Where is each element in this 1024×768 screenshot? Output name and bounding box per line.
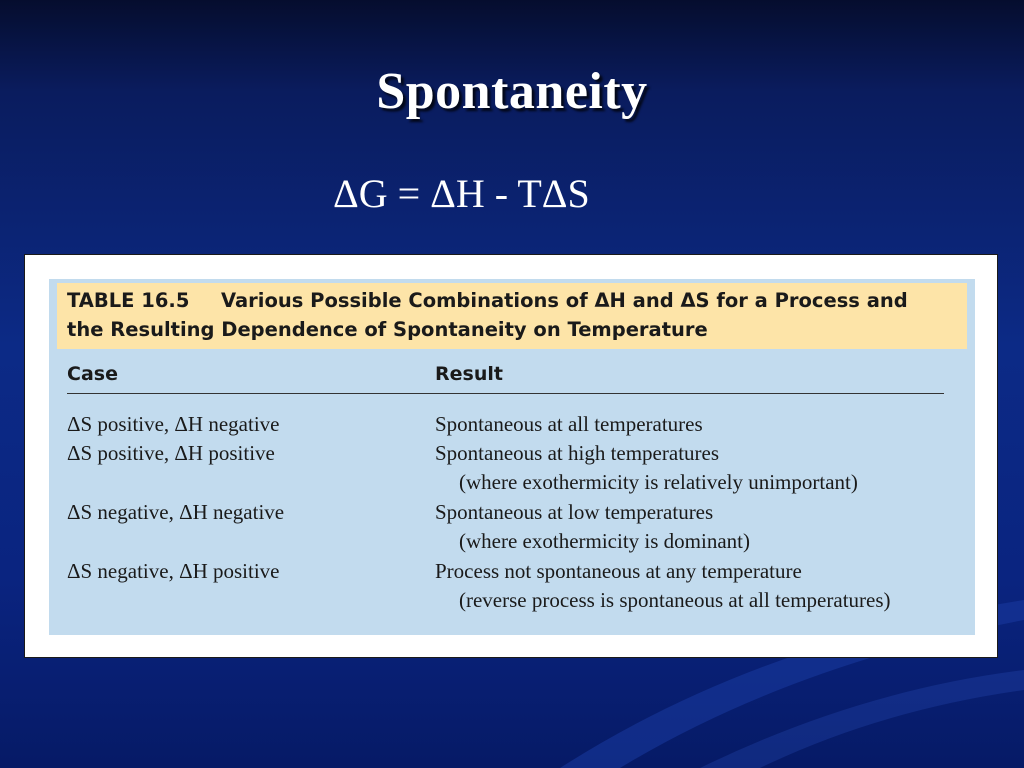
- table-row-case: ΔS negative, ΔH positive: [67, 559, 280, 583]
- table-row-case: ΔS positive, ΔH positive: [67, 441, 275, 465]
- table-row-result: Spontaneous at all temperatures: [435, 412, 703, 436]
- slide-title: Spontaneity: [376, 63, 648, 120]
- header-rule: [67, 393, 944, 394]
- gibbs-equation: ΔG = ΔH - TΔS: [333, 171, 590, 216]
- table-row-note: (where exothermicity is relatively unimportant): [459, 470, 858, 494]
- table-row-case: ΔS negative, ΔH negative: [67, 500, 285, 524]
- table-row-result: Process not spontaneous at any temperature: [435, 559, 802, 583]
- table-row-note: (reverse process is spontaneous at all temperatures): [459, 588, 891, 612]
- table-row-case: ΔS positive, ΔH negative: [67, 412, 280, 436]
- column-header-case: Case: [67, 363, 118, 385]
- table-number: TABLE 16.5: [67, 289, 190, 312]
- column-header-result: Result: [435, 363, 503, 385]
- table-caption-line-2: the Resulting Dependence of Spontaneity on Temperature: [67, 318, 708, 341]
- table-row-result: Spontaneous at high temperatures: [435, 441, 720, 465]
- table-row-result: Spontaneous at low temperatures: [435, 500, 714, 524]
- table-panel: [49, 279, 975, 635]
- table-caption: [57, 283, 967, 349]
- table-frame: [24, 254, 998, 658]
- table-caption-line-1: Various Possible Combinations of ΔH and ΔS for a Process and: [221, 289, 908, 312]
- table-row-note: (where exothermicity is dominant): [459, 529, 750, 553]
